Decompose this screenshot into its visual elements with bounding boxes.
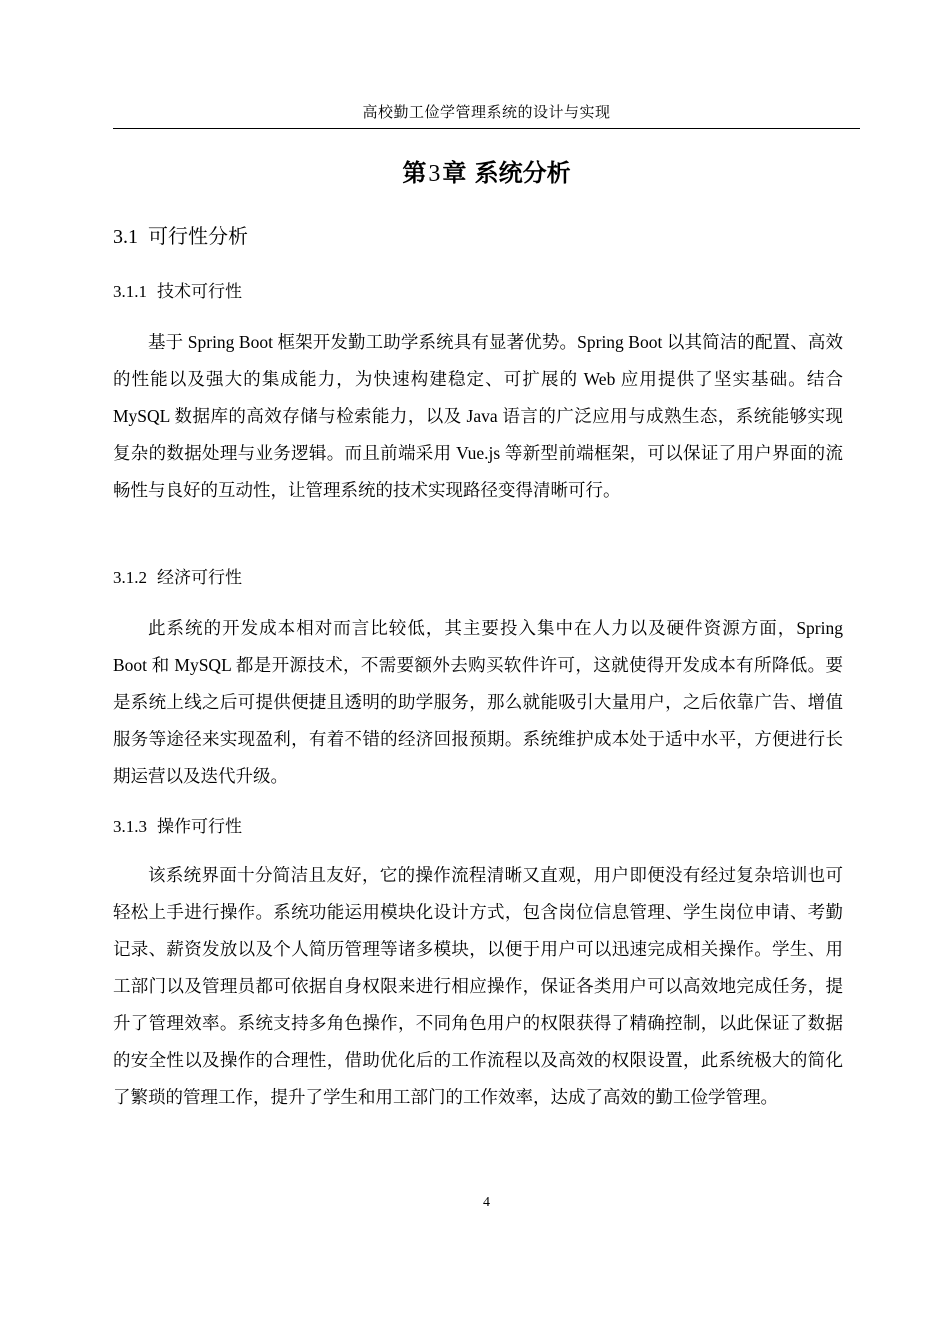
subsection-heading-economic	[113, 566, 242, 590]
subsection-number: 3.1.3	[113, 817, 147, 836]
page-number: 4	[483, 1195, 490, 1210]
section-heading	[113, 222, 248, 251]
subsection-title: 操作可行性	[157, 817, 242, 837]
paragraph-economic: 此系统的开发成本相对而言比较低，其主要投入集中在人力以及硬件资源方面，Spring Boot 和 MySQL 都是开源技术，不需要额外去购买软件许可，这就使得开发成本有所降低。要是系统上线之后可提供便捷且透明的助学服务，那么就能吸引大量用户，之后依靠广告、增值服务等途径来实现盈利，有着不错的经济回报预期。系统维护成本处于适中水平，方便进行长期运营以及迭代升级。	[113, 618, 843, 786]
header-rule	[113, 128, 860, 129]
paragraph-technical: 基于 Spring Boot 框架开发勤工助学系统具有显著优势。Spring Boot 以其简洁的配置、高效的性能以及强大的集成能力，为快速构建稳定、可扩展的 Web 应用提供了坚实基础。结合 MySQL 数据库的高效存储与检索能力，以及 Java 语言的广泛应用与成熟生态，系统能够实现复杂的数据处理与业务逻辑。而且前端采用 Vue.js 等新型前端框架，可以保证了用户界面的流畅性与良好的互动性，让管理系统的技术实现路径变得清晰可行。	[113, 332, 843, 500]
subsection-heading-technical	[113, 280, 242, 304]
subsection-number: 3.1.2	[113, 568, 147, 587]
subsection-number: 3.1.1	[113, 282, 147, 301]
running-header: 高校勤工俭学管理系统的设计与实现	[362, 103, 611, 121]
subsection-title: 经济可行性	[157, 568, 242, 588]
chapter-title	[113, 156, 860, 191]
chapter-name: 系统分析	[474, 159, 571, 187]
chapter-prefix: 第	[402, 159, 427, 187]
chapter-number: 3	[428, 161, 441, 187]
subsection-title: 技术可行性	[157, 282, 242, 302]
paragraph-operational: 该系统界面十分简洁且友好，它的操作流程清晰又直观，用户即便没有经过复杂培训也可轻松上手进行操作。系统功能运用模块化设计方式，包含岗位信息管理、学生岗位申请、考勤记录、薪资发放以及个人简历管理等诸多模块，以便于用户可以迅速完成相关操作。学生、用工部门以及管理员都可依据自身权限来进行相应操作，保证各类用户可以高效地完成任务，提升了管理效率。系统支持多角色操作，不同角色用户的权限获得了精确控制，以此保证了数据的安全性以及操作的合理性，借助优化后的工作流程以及高效的权限设置，此系统极大的简化了繁琐的管理工作，提升了学生和用工部门的工作效率，达成了高效的勤工俭学管理。	[113, 865, 843, 1107]
section-title: 可行性分析	[148, 224, 248, 248]
subsection-heading-operational	[113, 815, 242, 839]
chapter-suffix: 章	[442, 159, 467, 187]
section-number: 3.1	[113, 226, 138, 248]
